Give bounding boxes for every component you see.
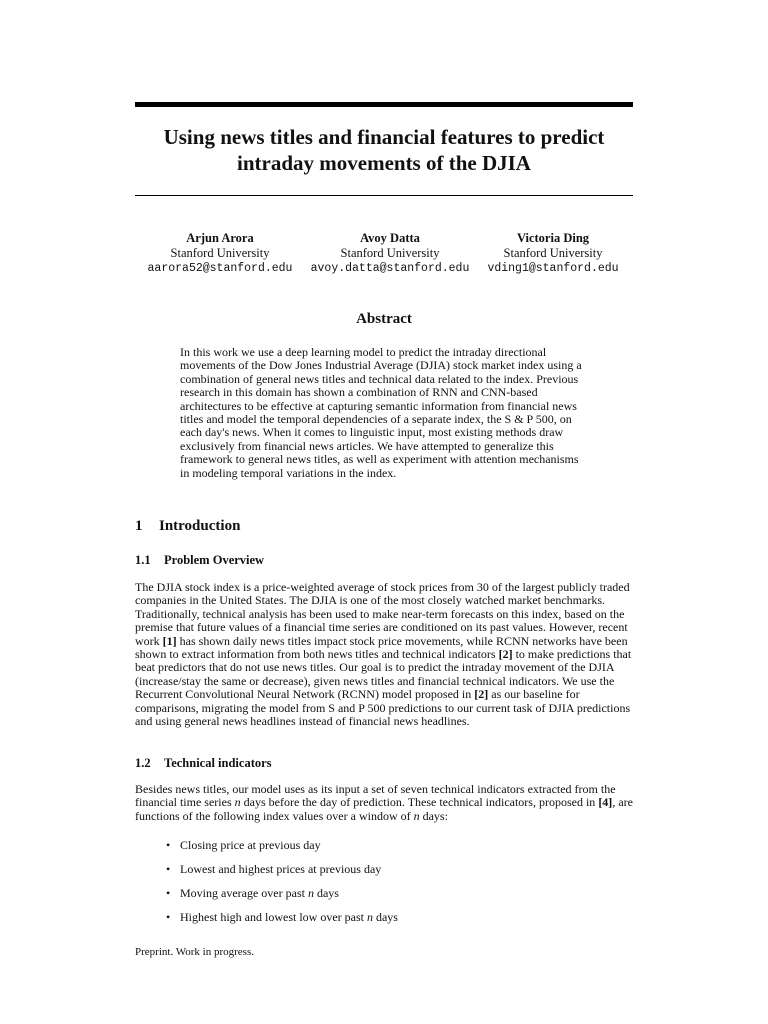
author-email: avoy.datta@stanford.edu [310,262,470,275]
author-name: Victoria Ding [516,231,590,245]
paragraph-text: Besides news titles, our model uses as its input a set of seven technical indicators extracted from the financial time series [135,782,616,810]
math-variable: n [307,886,314,900]
math-variable: n [366,910,373,924]
author-block [310,231,470,276]
paragraph-text: days: [422,808,448,823]
paragraph-text: , are functions of the following index values over a window of [135,795,633,823]
author-email: aarora52@stanford.edu [147,262,293,275]
section-title: Introduction [159,518,241,534]
paragraph-text: days before the day of prediction. These technical indicators, proposed in [243,795,596,810]
subsection-title: Problem Overview [164,553,265,567]
list-item [166,910,398,934]
author-block [478,231,628,276]
title-line: Using news titles and financial features to predict [163,125,605,149]
list-item [166,886,398,910]
paragraph-text: has shown daily news titles impact stock price movements, while RCNN networks have been shown to extract information from both news titles and technical indicators [135,633,628,662]
author-name: Avoy Datta [360,231,420,245]
section-heading [135,518,240,535]
citation: [1] [162,633,177,648]
list-item-text: Closing price at previous day [180,838,321,852]
list-item-text: Lowest and highest prices at previous day [180,862,382,876]
citation: [2] [474,687,489,702]
subsection-heading [135,553,264,568]
list-item-text: Highest high and lowest low over past [180,910,364,924]
paper-title [135,124,633,176]
author-name: Arjun Arora [186,231,254,245]
list-item-text: days [316,886,339,900]
math-variable: n [413,808,420,823]
list-item-text: Moving average over past [180,886,305,900]
title-line: intraday movements of the DJIA [237,151,531,175]
subsection-title: Technical indicators [164,756,272,770]
subsection-heading [135,756,272,771]
math-variable: n [234,795,241,810]
abstract-heading: Abstract [356,311,412,327]
list-item [166,862,398,886]
technical-indicators-paragraph [135,783,633,823]
paragraph-text: to make predictions that beat predictors that do not use news titles. Our goal is to predict the intraday movement of the DJIA (increase/stay the same or decrease), given news titles and financial technical indicators. We use the Recurrent Convolutional Neural Network (RCNN) model proposed in [135,647,632,702]
title-bottom-rule [135,195,633,196]
abstract-text: In this work we use a deep learning model to predict the intraday directional movements of the Dow Jones Industrial Average (DJIA) stock market index using a combination of general news titles and technical data related to the index. Previous research in this domain has shown a combination of RNN and CNN-based architectures to be effective at capturing semantic information from financial news titles and model the temporal dependencies of a separate index, the S & P 500, on each day's news. When it comes to linguistic input, most existing methods draw exclusively from financial news articles. We have attempted to generalize this framework to general news titles, as well as experiment with attention mechanisms in modeling temporal variations in the index. [180,345,582,480]
indicator-list [166,838,398,934]
list-item-text: days [375,910,398,924]
preprint-footer: Preprint. Work in progress. [135,946,254,958]
subsection-number: 1.1 [135,553,151,567]
citation: [2] [498,647,513,662]
subsection-number: 1.2 [135,756,151,770]
citation: [4] [598,795,613,810]
author-email: vding1@stanford.edu [487,262,619,275]
section-number: 1 [135,518,143,534]
author-affiliation: Stanford University [503,246,603,260]
list-item [166,838,398,862]
author-block [140,231,300,276]
title-top-rule [135,102,633,107]
author-affiliation: Stanford University [170,246,270,260]
paragraph-text: as our baseline for comparisons, migrating the model from S and P 500 predictions to our current task of DJIA predictions and using general news headlines instead of financial news headlines. [135,687,631,729]
problem-overview-paragraph [135,581,633,728]
author-affiliation: Stanford University [340,246,440,260]
paragraph-text: The DJIA stock index is a price-weighted average of stock prices from 30 of the largest publicly traded companies in the United States. The DJIA is one of the most closely watched market benchmarks. Traditionally, technical analysis has been used to make near-term forecasts on this index, based on the premise that future values of a financial time series are conditioned on its past values. However, recent work [135,580,630,648]
